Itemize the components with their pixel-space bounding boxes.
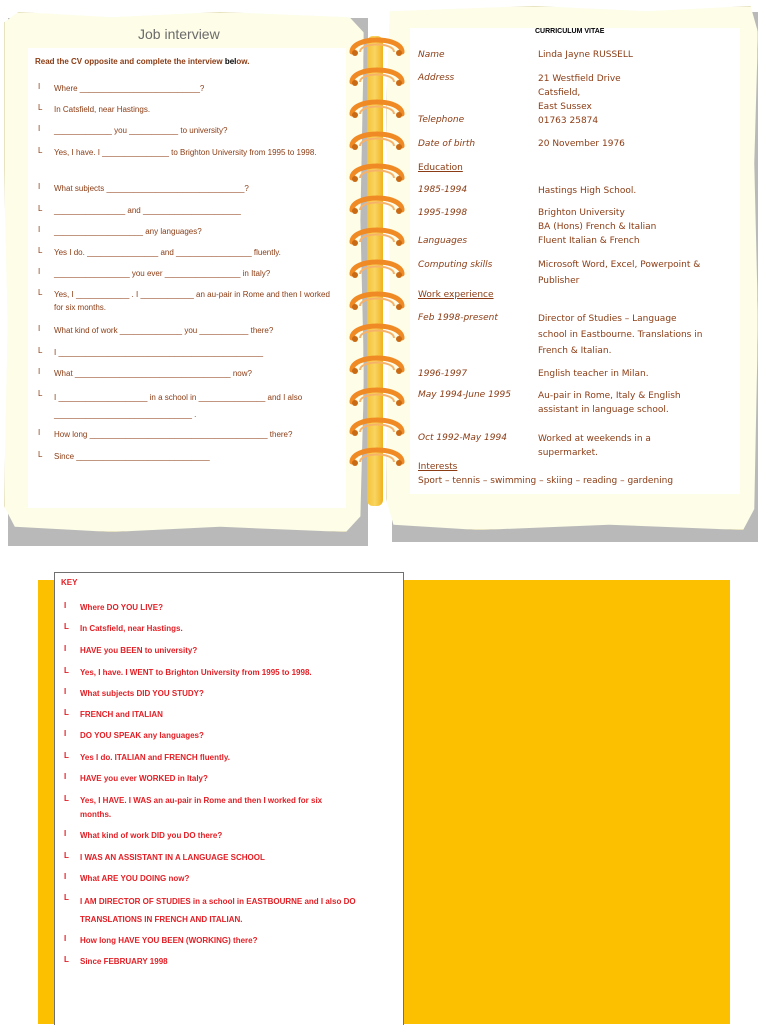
cv-work2-label: 1996-1997: [418, 369, 468, 379]
cv-computing-value2: Publisher: [538, 276, 580, 286]
cv-languages-label: Languages: [418, 236, 468, 246]
spiral-ring: [348, 30, 406, 58]
spiral-ring: [348, 316, 406, 344]
cv-telephone-value: 01763 25874: [538, 116, 599, 126]
cv-name-label: Name: [418, 50, 445, 60]
cv-work3-value1: Au-pair in Rome, Italy & English: [538, 391, 681, 401]
spiral-ring: [348, 348, 406, 376]
cv-work2-value: English teacher in Milan.: [538, 369, 649, 379]
cv-telephone-label: Telephone: [418, 115, 465, 125]
cv-work4-value2: supermarket.: [538, 448, 598, 458]
cv-dob-value: 20 November 1976: [538, 139, 625, 149]
spiral-ring: [348, 60, 406, 88]
cv-computing-value1: Microsoft Word, Excel, Powerpoint &: [538, 260, 701, 270]
cv-computing-label: Computing skills: [418, 260, 493, 270]
cv-work-heading: Work experience: [418, 290, 494, 300]
cv-work3-label: May 1994-June 1995: [418, 390, 511, 400]
cv-work3-value2: assistant in language school.: [538, 405, 669, 415]
cv-edu1-label: 1985-1994: [418, 185, 468, 195]
cv-interests-value: Sport – tennis – swimming – skiing – reading – gardening: [418, 476, 674, 486]
cv-edu2-value2: BA (Hons) French & Italian: [538, 222, 657, 232]
spiral-ring: [348, 188, 406, 216]
cv-edu2-label: 1995-1998: [418, 208, 468, 218]
spiral-ring: [348, 284, 406, 312]
cv-address-label: Address: [418, 73, 455, 83]
spiral-ring: [348, 410, 406, 438]
spiral-ring: [348, 220, 406, 248]
spiral-ring: [348, 124, 406, 152]
spiral-ring: [348, 92, 406, 120]
spiral-ring: [348, 156, 406, 184]
cv-work1-value3: French & Italian.: [538, 346, 612, 356]
cv-address-line1: 21 Westfield Drive: [538, 74, 621, 84]
cv-interests-heading: Interests: [418, 462, 458, 472]
cv-work1-label: Feb 1998-present: [418, 313, 498, 323]
key-title: KEY: [61, 578, 78, 587]
cv-address-line2: Catsfield,: [538, 88, 581, 98]
cv-languages-value: Fluent Italian & French: [538, 236, 640, 246]
spiral-ring: [348, 380, 406, 408]
cv-edu2-value1: Brighton University: [538, 208, 625, 218]
instruction-text: Read the CV opposite and complete the interview below.: [35, 57, 250, 66]
page-title: Job interview: [138, 26, 220, 42]
spiral-ring: [348, 440, 406, 468]
cv-dob-label: Date of birth: [418, 139, 476, 149]
cv-work1-value2: school in Eastbourne. Translations in: [538, 330, 703, 340]
cv-work4-value1: Worked at weekends in a: [538, 434, 651, 444]
cv-address-line3: East Sussex: [538, 102, 592, 112]
cv-education-heading: Education: [418, 163, 463, 173]
cv-title: CURRICULUM VITAE: [535, 28, 605, 35]
spiral-ring: [348, 252, 406, 280]
cv-work1-value1: Director of Studies – Language: [538, 314, 677, 324]
cv-work4-label: Oct 1992-May 1994: [418, 433, 507, 443]
cv-name-value: Linda Jayne RUSSELL: [538, 50, 633, 60]
cv-edu1-value: Hastings High School.: [538, 186, 637, 196]
